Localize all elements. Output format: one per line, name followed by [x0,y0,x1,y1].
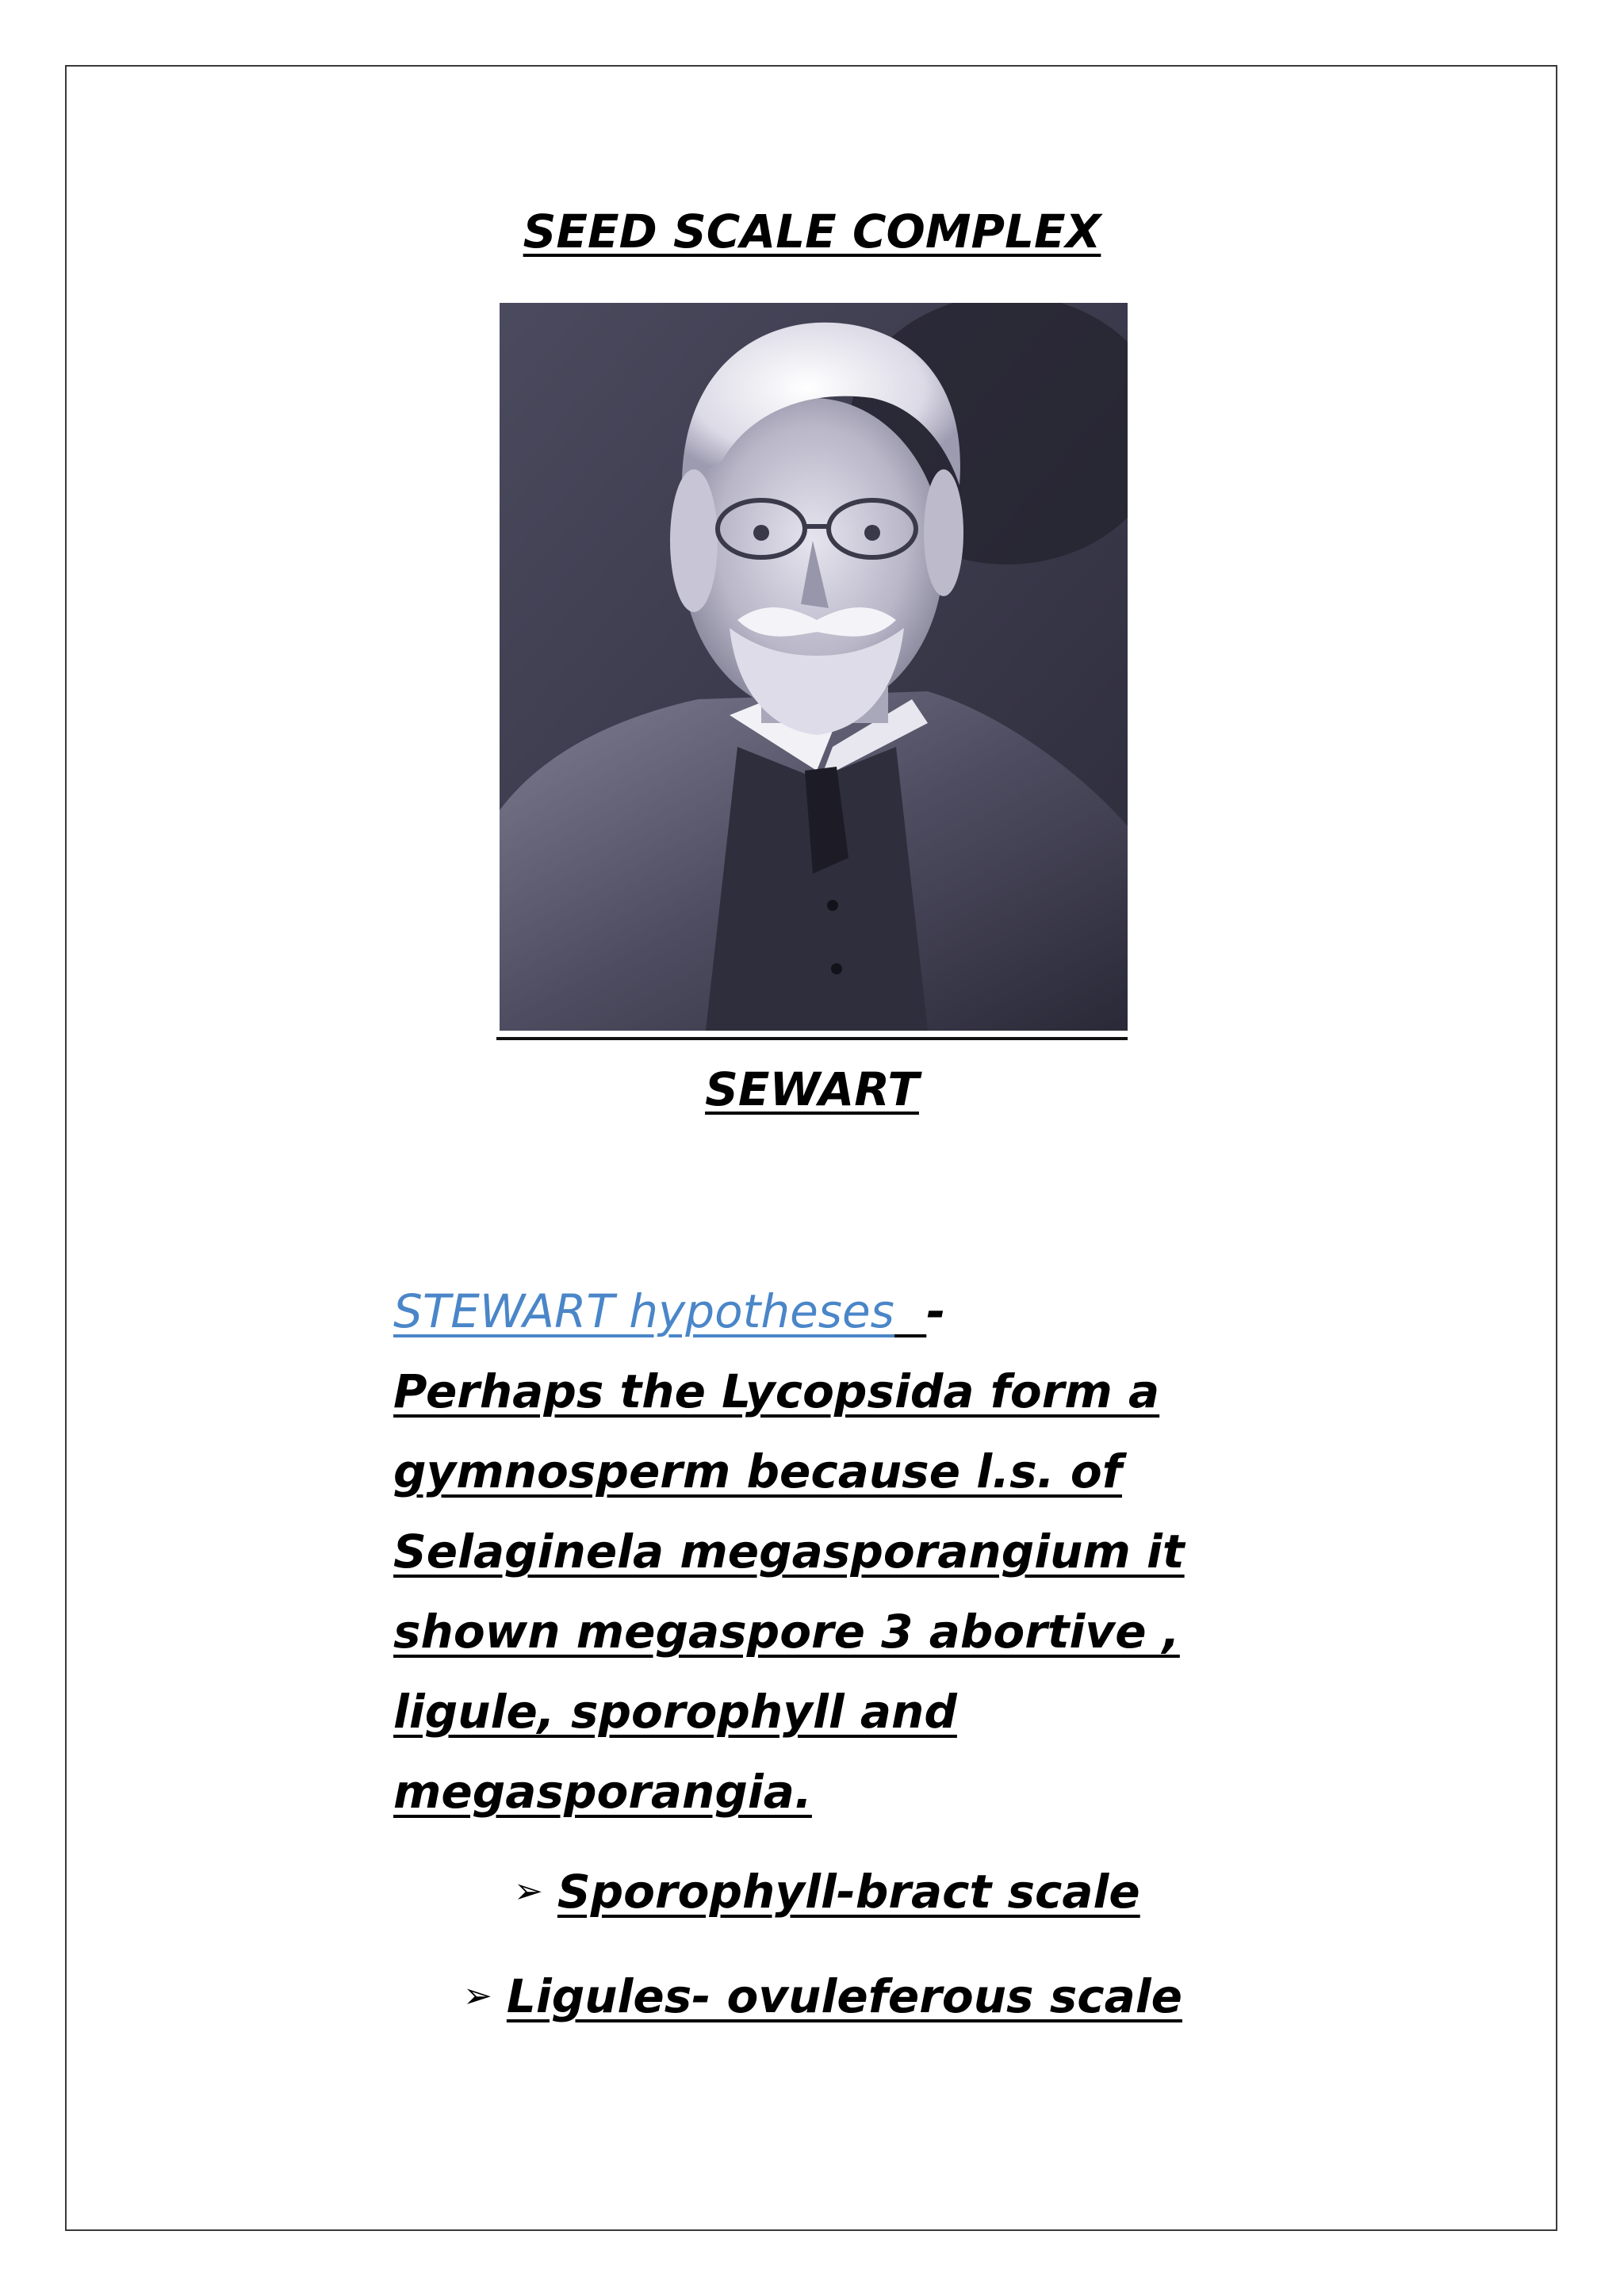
bullet-text: Ligules- ovuleferous scale [506,1969,1182,2023]
hypothesis-line: megasporangia. [393,1765,812,1819]
portrait-caption: SEWART [705,1062,919,1116]
hypothesis-heading-link[interactable]: STEWART hypotheses [393,1284,894,1338]
hypothesis-dash: - [926,1284,946,1338]
arrow-bullet-icon: ➢ [463,1976,492,2016]
hypothesis-line: ligule, sporophyll and [393,1685,957,1739]
hypothesis-line: shown megaspore 3 abortive , [393,1605,1180,1659]
portrait-underline [496,1037,1128,1040]
hypothesis-paragraph [393,1272,1297,1832]
hypothesis-line: Perhaps the Lycopsida form a [393,1364,1160,1418]
bullet-item [463,1969,1182,2023]
portrait-photo [500,303,1128,1031]
hypothesis-line: Selaginela megasporangium it [393,1525,1185,1578]
page-title: SEED SCALE COMPLEX [523,205,1101,258]
hypothesis-heading-line [393,1272,1297,1352]
bullet-item [514,1865,1140,1919]
bullet-text: Sporophyll-bract scale [557,1865,1140,1919]
hypothesis-line: gymnosperm because l.s. of [393,1445,1122,1498]
arrow-bullet-icon: ➢ [514,1871,543,1911]
